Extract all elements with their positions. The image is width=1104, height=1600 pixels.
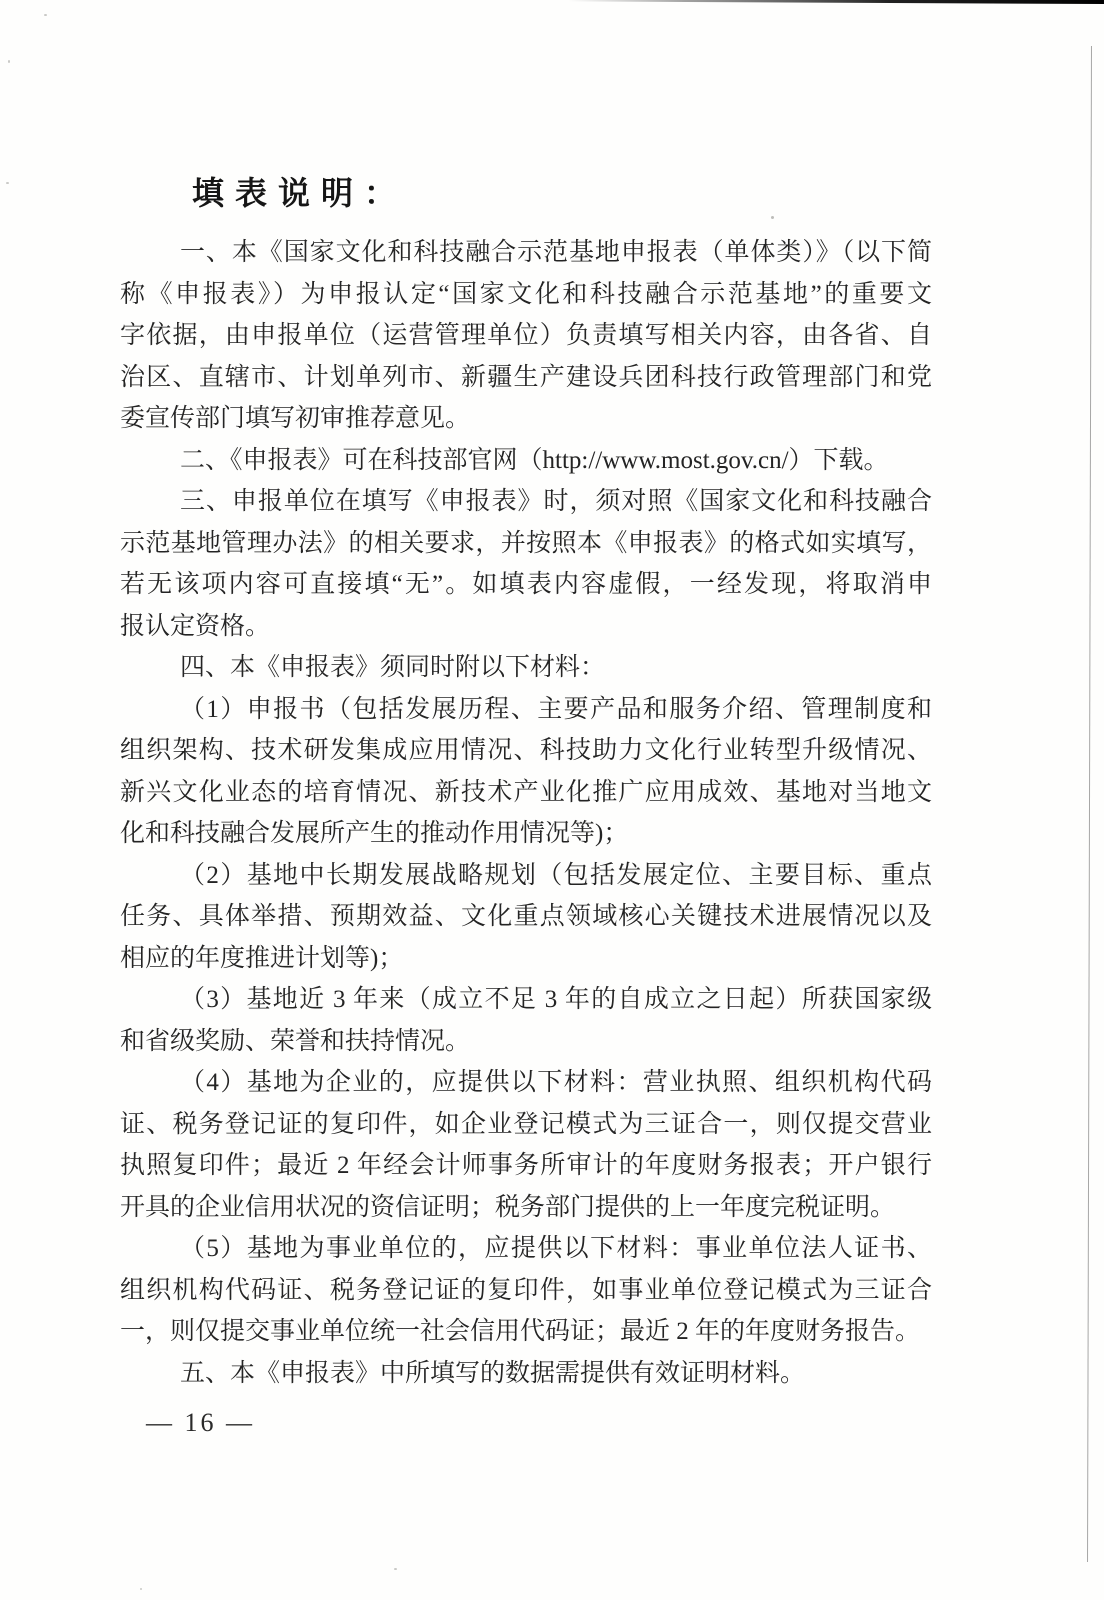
text-line: （3）基地近 3 年来（成立不足 3 年的自成立之日起）所获国家级: [180, 986, 932, 1013]
text-line: 报认定资格。: [120, 612, 271, 640]
text-line: 执照复印件；最近 2 年经会计师事务所审计的年度财务报表；开户银行: [120, 1152, 932, 1179]
scan-speck: [771, 216, 774, 219]
text-line: 相应的年度推进计划等)；: [120, 944, 404, 972]
text-line: 组织架构、技术研发集成应用情况、科技助力文化行业转型升级情况、: [120, 737, 932, 764]
text-line: 示范基地管理办法》的相关要求，并按照本《申报表》的格式如实填写，: [120, 529, 932, 557]
text-line: 三、申报单位在填写《申报表》时，须对照《国家文化和科技融合: [180, 488, 932, 515]
text-line: 若无该项内容可直接填“无”。如填表内容虚假，一经发现，将取消申: [120, 571, 932, 598]
text-line: 化和科技融合发展所产生的推动作用情况等)；: [120, 820, 629, 847]
text-line: 四、本《申报表》须同时附以下材料：: [180, 654, 606, 681]
page-title: 填表说明：: [192, 175, 408, 211]
scan-speck: [44, 14, 47, 16]
text-line: 五、本《申报表》中所填写的数据需提供有效证明材料。: [180, 1359, 806, 1387]
text-line: 称《申报表》）为申报认定“国家文化和科技融合示范基地”的重要文: [120, 280, 932, 308]
text-line: （2）基地中长期发展战略规划（包括发展定位、主要目标、重点: [180, 861, 932, 889]
scan-speck: [6, 182, 9, 184]
scan-artifact-right-edge: [1087, 46, 1092, 1562]
scan-speck: [394, 1568, 397, 1570]
text-line: （4）基地为企业的，应提供以下材料：营业执照、组织机构代码: [180, 1069, 932, 1096]
text-line: 新兴文化业态的培育情况、新技术产业化推广应用成效、基地对当地文: [120, 778, 932, 806]
page-number: — 16 —: [146, 1408, 255, 1437]
scan-speck: [140, 1588, 142, 1590]
text-line: 治区、直辖市、计划单列市、新疆生产建设兵团科技行政管理部门和党: [120, 363, 932, 391]
document-body: [120, 232, 932, 1394]
text-line: （1）申报书（包括发展历程、主要产品和服务介绍、管理制度和: [180, 695, 932, 723]
text-line: 二、《申报表》可在科技部官网（http://www.most.gov.cn/）下载。: [180, 446, 889, 474]
text-line: 组织机构代码证、税务登记证的复印件，如事业单位登记模式为三证合: [120, 1276, 932, 1304]
text-line: 和省级奖励、荣誉和扶持情况。: [120, 1027, 471, 1055]
text-line: 开具的企业信用状况的资信证明；税务部门提供的上一年度完税证明。: [120, 1193, 896, 1221]
scan-artifact-top-edge: [568, 0, 1104, 4]
text-line: 一、本《国家文化和科技融合示范基地申报表（单体类）》（以下简: [180, 239, 932, 266]
text-line: 委宣传部门填写初审推荐意见。: [120, 405, 471, 432]
text-line: 证、税务登记证的复印件，如企业登记模式为三证合一，则仅提交营业: [120, 1110, 932, 1138]
text-line: 任务、具体举措、预期效益、文化重点领域核心关键技术进展情况以及: [120, 903, 932, 930]
scan-speck: [8, 60, 10, 63]
text-line: 字依据，由申报单位（运营管理单位）负责填写相关内容，由各省、自: [120, 322, 932, 349]
text-line: 一，则仅提交事业单位统一社会信用代码证；最近 2 年的年度财务报告。: [120, 1318, 921, 1345]
text-line: （5）基地为事业单位的，应提供以下材料：事业单位法人证书、: [180, 1235, 932, 1262]
